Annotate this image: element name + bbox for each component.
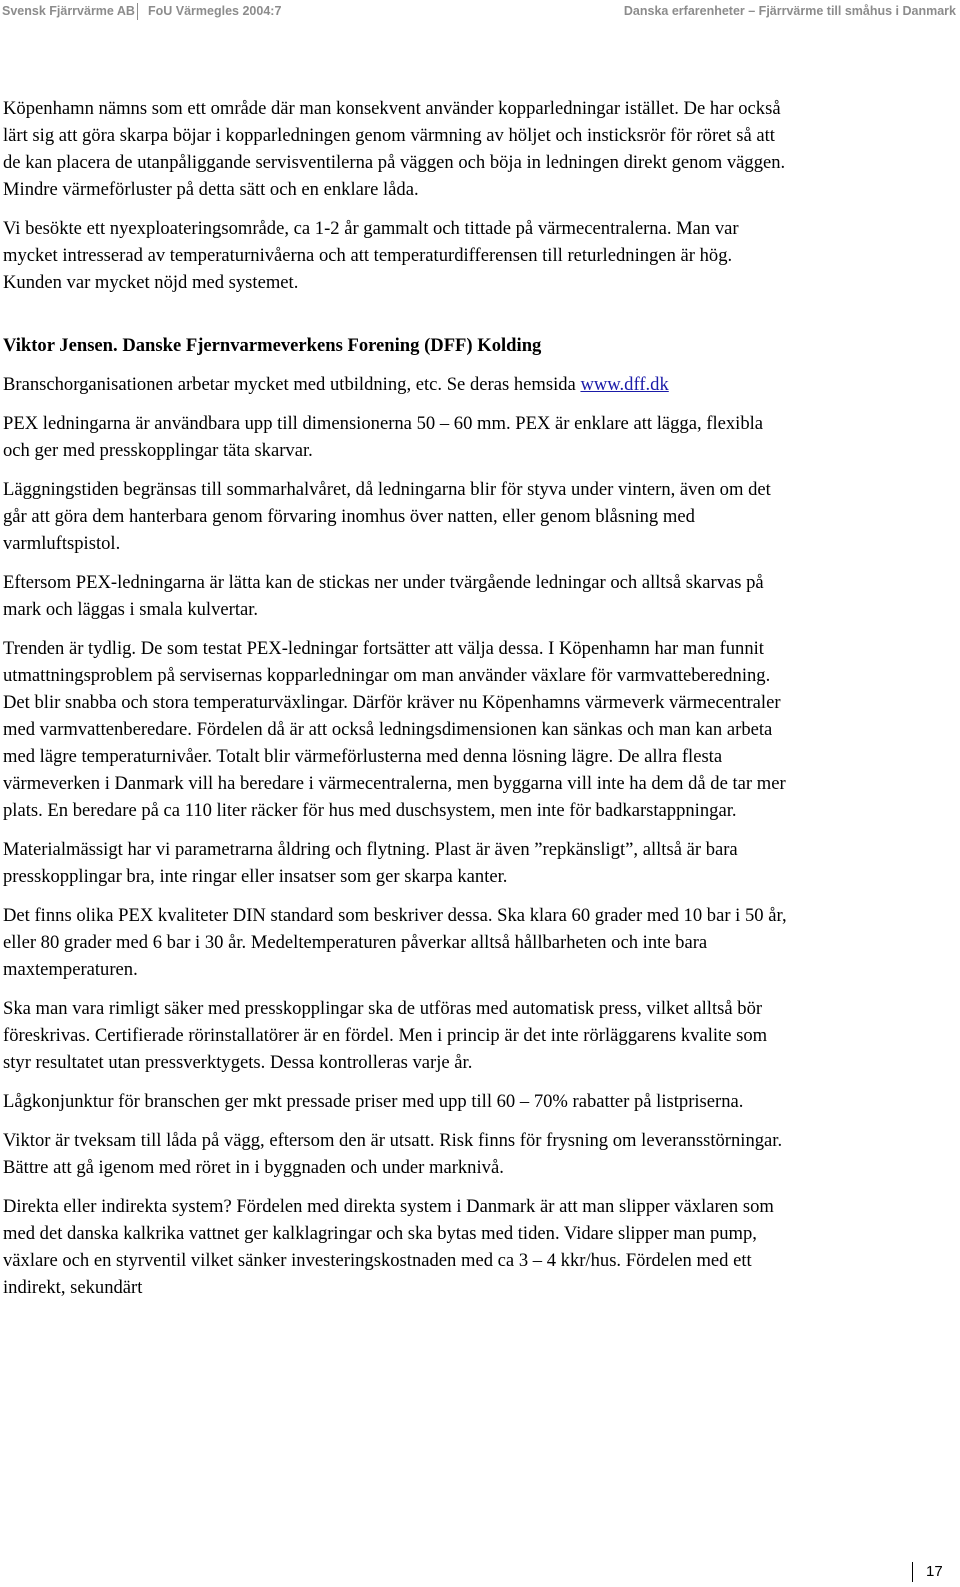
paragraph-site-visit: Vi besökte ett nyexploateringsområde, ca 1-2 år gammalt och tittade på värmecentralerna. Man var mycket intresserad av temperaturnivåerna och att temperaturdifferensen till returledningen är hög. Kunden var mycket nöjd med systemet. [3,218,739,293]
document-body [3,95,793,1313]
paragraph-pex-dimensions: PEX ledningarna är användbara upp till dimensionerna 50 – 60 mm. PEX är enklare att lägga, flexibla och ger med presskopplingar täta skarvar. [3,413,764,461]
paragraph-pex-light: Eftersom PEX-ledningarna är lätta kan de stickas ner under tvärgående ledningar och alltså skarvas på mark och läggas i smala kulvertar. [3,572,764,620]
header-separator [137,3,138,20]
paragraph-branch-organisation [3,371,793,398]
footer-divider [912,1562,913,1582]
page-header [0,0,960,24]
section-heading: Viktor Jensen. Danske Fjernvarmeverkens Forening (DFF) Kolding [3,335,542,356]
paragraph-laying-season: Läggningstiden begränsas till sommarhalvåret, då ledningarna blir för styva under vintern, även om det går att göra dem hanterbara genom förvaring inomhus över natten, eller genom blåsning med varmluftspistol. [3,479,771,554]
header-document-title: Danska erfarenheter – Fjärrvärme till småhus i Danmark [623,4,956,18]
website-link[interactable]: www.dff.dk [580,374,669,395]
paragraph-copper-pipes: Köpenhamn nämns som ett område där man konsekvent använder kopparledningar istället. De har också lärt sig att göra skarpa böjar i kopparledningen genom värmning av höljet och insticksrör för röret så att de kan placera de utanpåliggande servisventilerna på väggen och böja in ledningen direkt genom väggen. Mindre värmeförluster på detta sätt och en enklare låda. [3,98,786,200]
page-number: 17 [926,1563,943,1580]
paragraph-press-couplings: Ska man vara rimligt säker med presskopplingar ska de utföras med automatisk press, vilket alltså bör föreskrivas. Certifierade rörinstallatörer är en fördel. Men i princip är det inte rörläggarens kvalite som styr resultatet utan pressverktygets. Dessa kontrolleras varje år. [3,998,768,1073]
paragraph-trend: Trenden är tydlig. De som testat PEX-ledningar fortsätter att välja dessa. I Köpenhamn har man funnit utmattningsproblem på servisernas kopparledningar om man använder växlare för varmvatteberedning. Det blir snabba och stora temperaturväxlingar. Därför kräver nu Köpenhamns värmeverk värmecentraler med varmvattenberedare. Fördelen då är att också ledningsdimensionen kan sänkas och man kan arbeta med lägre temperaturnivåer. Totalt blir värmeförlusterna med denna lösning lägre. De allra flesta värmeverken i Danmark vill ha beredare i värmecentralerna, men byggarna vill inte ha dem då de tar mer plats. En beredare på ca 110 liter räcker för hus med duschsystem, men inte för badkarstappningar. [3,638,786,821]
paragraph-direct-indirect: Direkta eller indirekta system? Fördelen med direkta system i Danmark är att man slipper växlaren som med det danska kalkrika vattnet ger kalklagringar och ska bytas med tiden. Vidare slipper man pump, växlare och en styrventil vilket sänker investeringskostnaden med ca 3 – 4 kkr/hus. Fördelen med ett indirekt, sekundärt [3,1196,774,1298]
paragraph-material: Materialmässigt har vi parametrarna åldring och flytning. Plast är även ”repkänsligt”, alltså är bara presskopplingar bra, inte ringar eller insatser som ger skarpa kanter. [3,839,738,887]
paragraph-din-standard: Det finns olika PEX kvaliteter DIN standard som beskriver dessa. Ska klara 60 grader med 10 bar i 50 år, eller 80 grader med 6 bar i 30 år. Medeltemperaturen påverkar alltså hållbarheten och inte bara maxtemperaturen. [3,905,787,980]
paragraph-branch-text: Branschorganisationen arbetar mycket med utbildning, etc. Se deras hemsida [3,374,576,395]
header-report-id: FoU Värmegles 2004:7 [148,4,282,18]
paragraph-recession: Lågkonjunktur för branschen ger mkt pressade priser med upp till 60 – 70% rabatter på listpriserna. [3,1091,744,1112]
header-company: Svensk Fjärrvärme AB [2,4,135,18]
paragraph-wall-box: Viktor är tveksam till låda på vägg, eftersom den är utsatt. Risk finns för frysning om leveransstörningar. Bättre att gå igenom med röret in i byggnaden och under marknivå. [3,1130,783,1178]
section-spacer [3,308,793,332]
